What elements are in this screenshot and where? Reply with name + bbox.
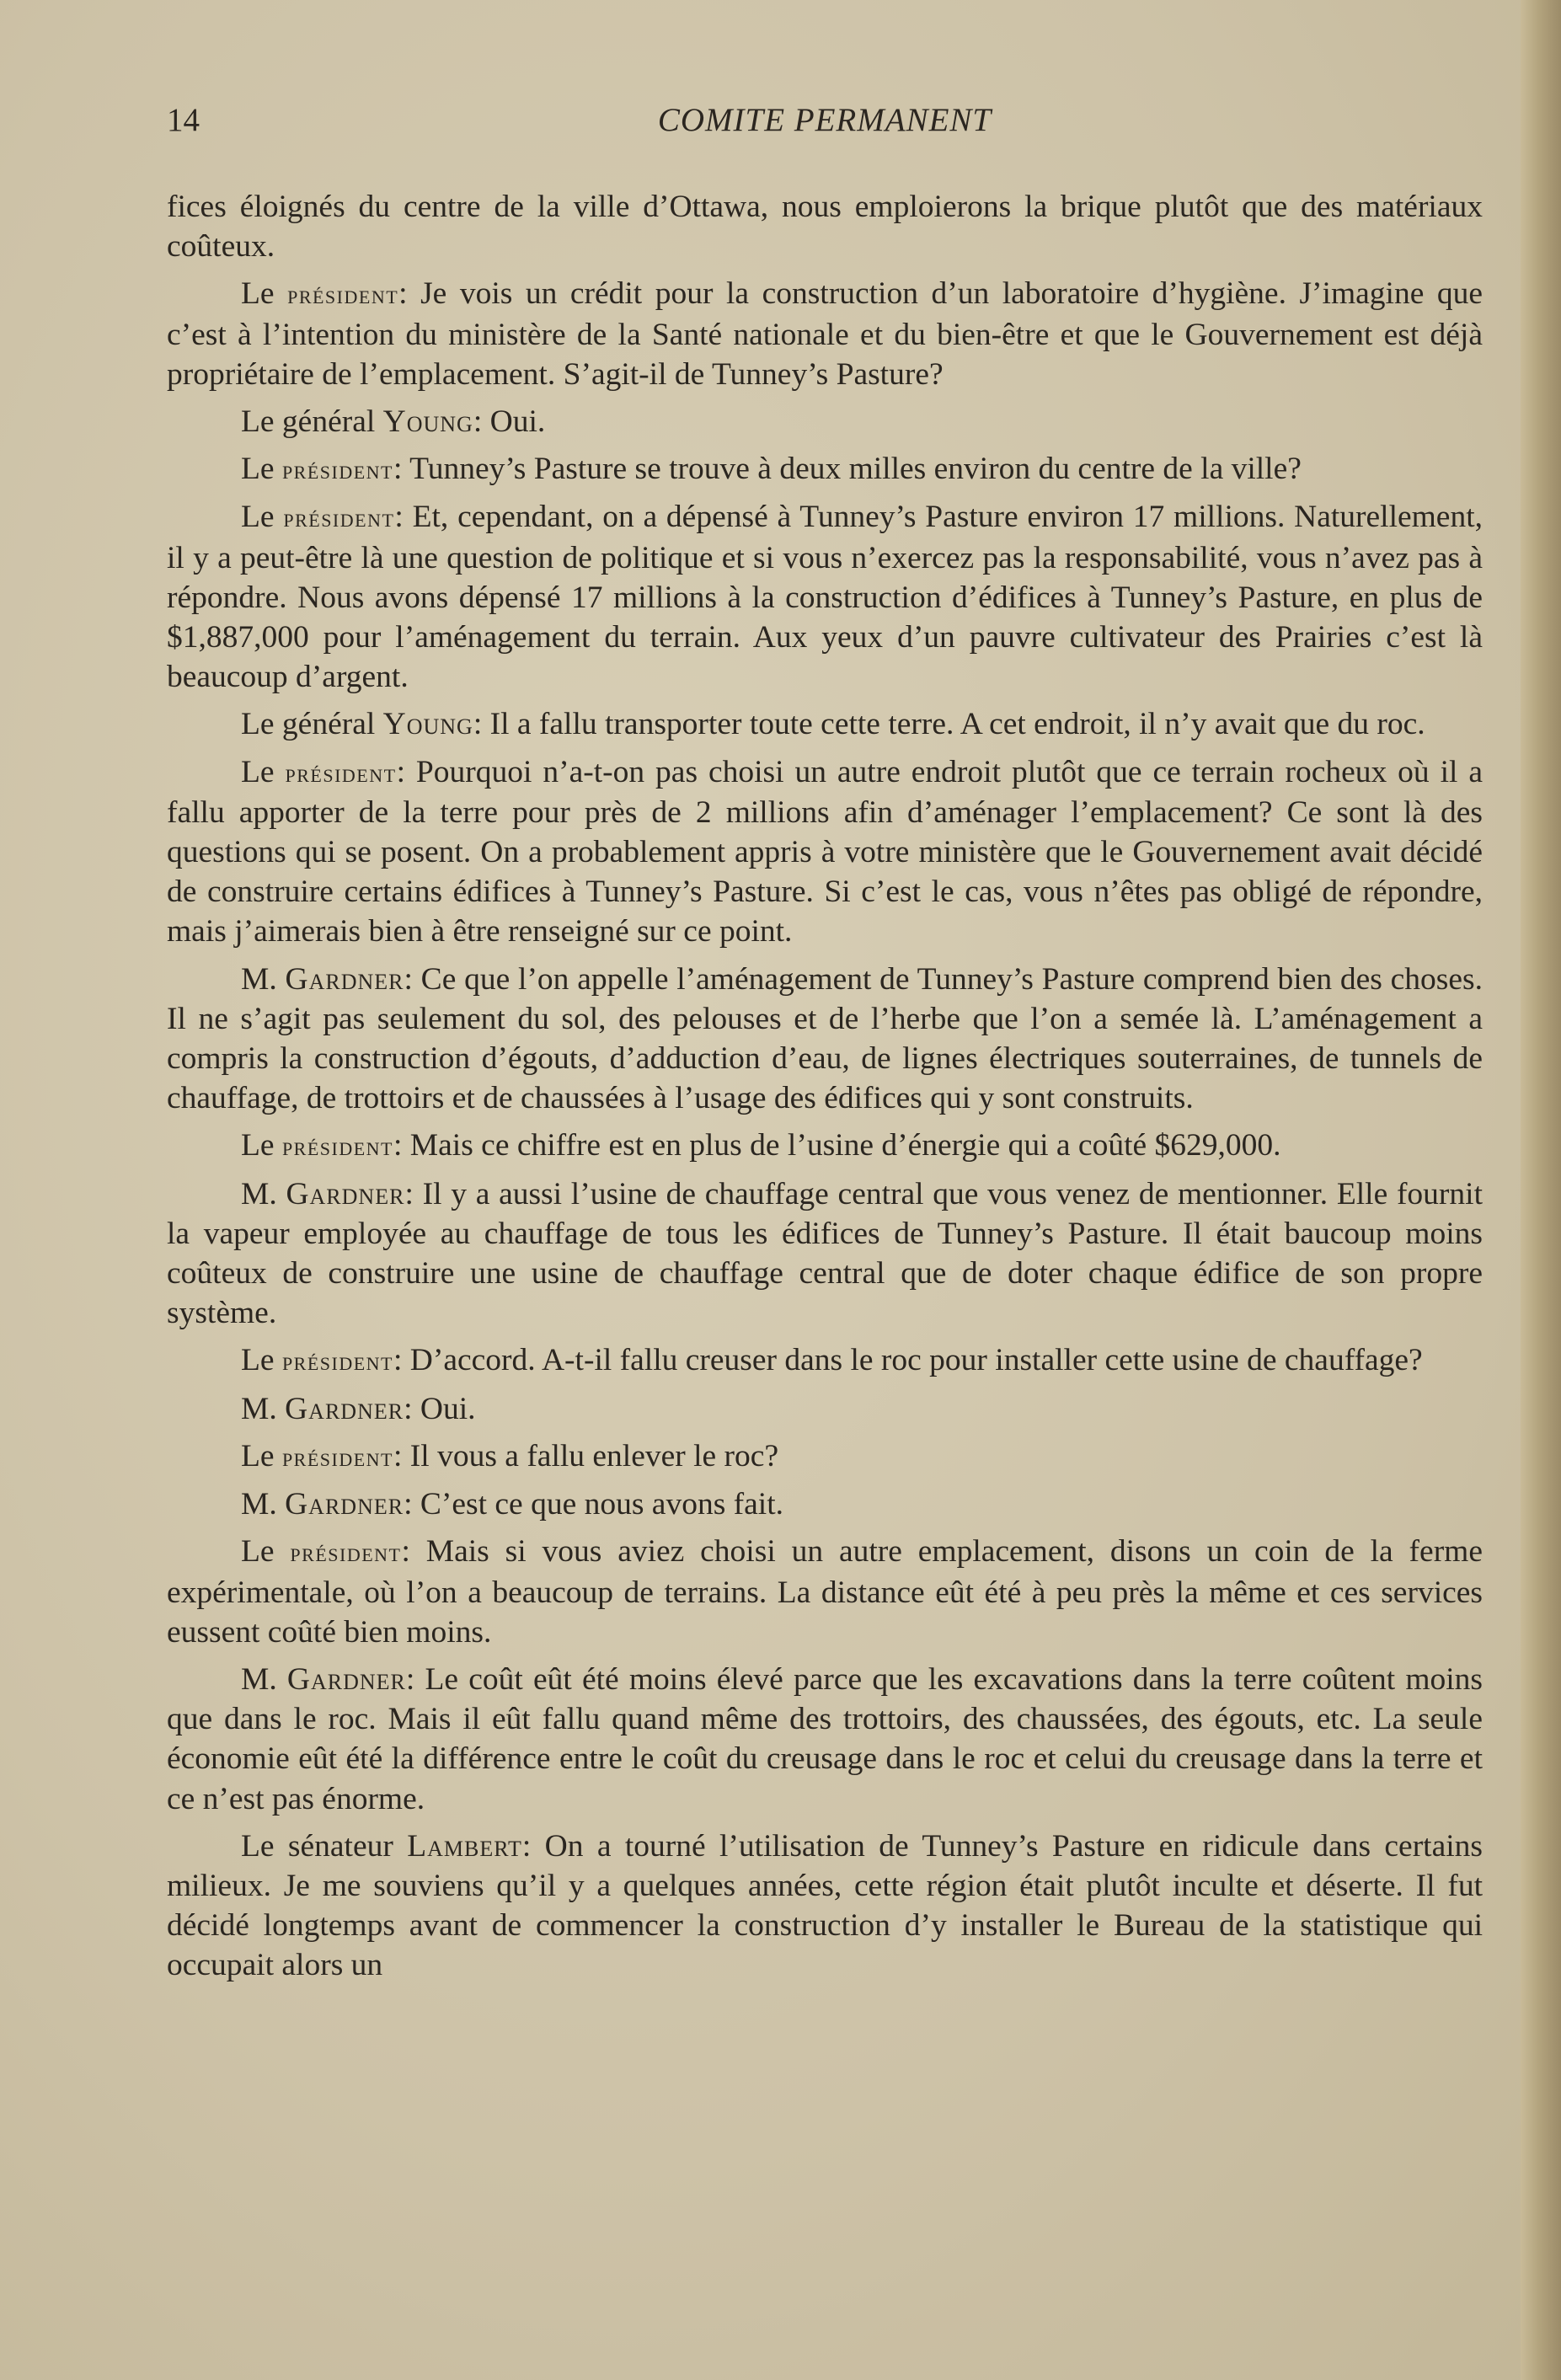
paragraph	[167, 1826, 1483, 1986]
paragraph	[167, 1389, 1483, 1429]
paragraph-text: : Et, cependant, on a dépensé à Tunney’s Pasture environ 17 millions. Naturellement, il y a peut-être là une question de politique et si vous n’exercez pas la responsabilité, vous n’avez pas à répondre. Nous avons dépensé 17 millions à la construction d’édifices à Tunney’s Pasture, en plus de $1,887,000 pour l’aménagement du terrain. Aux yeux d’un pauvre cultivateur des Prairies c’est là beaucoup d’argent.	[167, 500, 1483, 695]
speaker-title: Le général	[241, 707, 376, 742]
paragraph	[167, 1436, 1483, 1477]
speaker-title: Le sénateur	[241, 1828, 393, 1864]
speaker-title: M.	[241, 1176, 277, 1211]
speaker-title: Le	[241, 754, 275, 789]
speaker-title: Le	[241, 452, 275, 487]
paragraph-text: : Le coût eût été moins élevé parce que les excavations dans la terre coûtent moins que dans le roc. Mais il eût fallu quand même des trottoirs, des chaussées, des égouts, etc. La seule économie eût été la différence entre le coût du creusage dans le roc et celui du creusage dans la terre et ce n’est pas énorme.	[167, 1661, 1483, 1816]
speaker-title: Le	[241, 500, 275, 535]
speaker-title: Le	[241, 1534, 275, 1570]
speaker-name: président	[283, 502, 395, 533]
body-text	[167, 187, 1483, 1993]
paragraph-text: : Il vous a fallu enlever le roc?	[393, 1438, 779, 1473]
speaker-name: Gardner	[286, 1176, 405, 1211]
paragraph-text: : Mais si vous aviez choisi un autre emplacement, disons un coin de la ferme expérimentale, où l’on a beaucoup de terrains. La distance eût été à peu près la même et ces services eussent coûté bien moins.	[167, 1534, 1483, 1650]
paragraph-text: : On a tourné l’utilisation de Tunney’s Pasture en ridicule dans certains milieux. Je me souviens qu’il y a quelques années, cette région était plutôt inculte et déserte. Il fut décidé longtemps avant de commencer la construction d’y installer le Bureau de la statistique qui occupait alors un	[167, 1828, 1483, 1983]
paragraph-text: : C’est ce que nous avons fait.	[404, 1487, 784, 1522]
paragraph-text: : Tunney’s Pasture se trouve à deux milles environ du centre de la ville?	[393, 452, 1302, 487]
speaker-name: président	[281, 1345, 393, 1377]
paragraph	[167, 1484, 1483, 1524]
speaker-name: président	[290, 1537, 402, 1568]
paragraph	[167, 960, 1483, 1119]
speaker-name: Gardner	[285, 1487, 404, 1522]
paragraph-text: : Il y a aussi l’usine de chauffage central que vous venez de mentionner. Elle fournit la vapeur employée au chauffage de tous les édifices de Tunney’s Pasture. Il était baucoup moins coûteux de construire une usine de chauffage central que de doter chaque édifice de son propre système.	[167, 1176, 1483, 1331]
speaker-name: président	[281, 1441, 393, 1472]
paragraph	[167, 274, 1483, 394]
speaker-title: M.	[241, 1391, 277, 1426]
speaker-name: président	[285, 757, 397, 788]
paragraph-text: : Mais ce chiffre est en plus de l’usine d’énergie qui a coûté $629,000.	[393, 1128, 1281, 1163]
running-title: COMITE PERMANENT	[657, 102, 992, 138]
speaker-title: M.	[241, 1661, 277, 1697]
paragraph-text: : Ce que l’on appelle l’aménagement de Tunney’s Pasture comprend bien des choses. Il ne s’agit pas seulement du sol, des pelouses et de l’herbe que l’on a semée là. L’aménagement a compris la construction d’égouts, d’adduction d’eau, de lignes électriques souterraines, de tunnels de chauffage, de trottoirs et de chaussées à l’usage des édifices qui y sont construits.	[167, 961, 1483, 1116]
paragraph-continuation	[167, 187, 1483, 266]
speaker-title: M.	[241, 961, 277, 997]
paragraph-text: : Je vois un crédit pour la construction d’un laboratoire d’hygiène. J’imagine que c’est à l’intention du ministère de la Santé nationale et du bien-être et que le Gouvernement est déjà propriétaire de l’emplacement. S’agit-il de Tunney’s Pasture?	[167, 276, 1483, 392]
speaker-title: Le	[241, 1343, 275, 1378]
speaker-title: Le	[241, 276, 275, 312]
speaker-name: président	[287, 279, 399, 310]
speaker-name: Young	[382, 404, 473, 440]
paragraph	[167, 1532, 1483, 1652]
paragraph	[167, 1660, 1483, 1819]
paragraph	[167, 704, 1483, 744]
paragraph	[167, 1174, 1483, 1334]
page-header	[167, 101, 1483, 152]
speaker-title: Le	[241, 1128, 275, 1163]
paragraph-text: fices éloignés du centre de la ville d’Ottawa, nous emploierons la brique plutôt que des matériaux coûteux.	[167, 190, 1483, 265]
paragraph	[167, 1126, 1483, 1166]
speaker-title: Le	[241, 1438, 275, 1473]
paragraph	[167, 497, 1483, 697]
paragraph-text: : D’accord. A-t-il fallu creuser dans le roc pour installer cette usine de chauffage?	[393, 1343, 1423, 1378]
paragraph	[167, 402, 1483, 441]
paragraph	[167, 752, 1483, 952]
speaker-title: Le général	[241, 404, 376, 440]
speaker-name: Gardner	[286, 1661, 406, 1697]
paragraph-text: : Pourquoi n’a-t-on pas choisi un autre endroit plutôt que ce terrain rocheux où il a fallu apporter de la terre pour près de 2 millions afin d’aménager l’emplacement? Ce sont là des questions qui se posent. On a probablement appris à votre ministère que le Gouvernement avait décidé de construire certains édifices à Tunney’s Pasture. Si c’est le cas, vous n’êtes pas obligé de répondre, mais j’aimerais bien à être renseigné sur ce point.	[167, 754, 1483, 949]
speaker-name: Lambert	[407, 1828, 522, 1864]
speaker-name: Gardner	[285, 961, 404, 997]
page-number: 14	[167, 102, 200, 138]
page-edge-shadow	[1521, 0, 1561, 2380]
paragraph-text: : Oui.	[404, 1391, 476, 1426]
paragraph	[167, 449, 1483, 489]
paragraph	[167, 1340, 1483, 1381]
speaker-name: président	[281, 454, 393, 485]
speaker-name: président	[281, 1131, 393, 1162]
speaker-name: Young	[382, 707, 473, 742]
speaker-title: M.	[241, 1487, 277, 1522]
paragraph-text: : Il a fallu transporter toute cette terre. A cet endroit, il n’y avait que du roc.	[473, 707, 1425, 742]
paragraph-text: : Oui.	[473, 404, 546, 440]
speaker-name: Gardner	[285, 1391, 404, 1426]
